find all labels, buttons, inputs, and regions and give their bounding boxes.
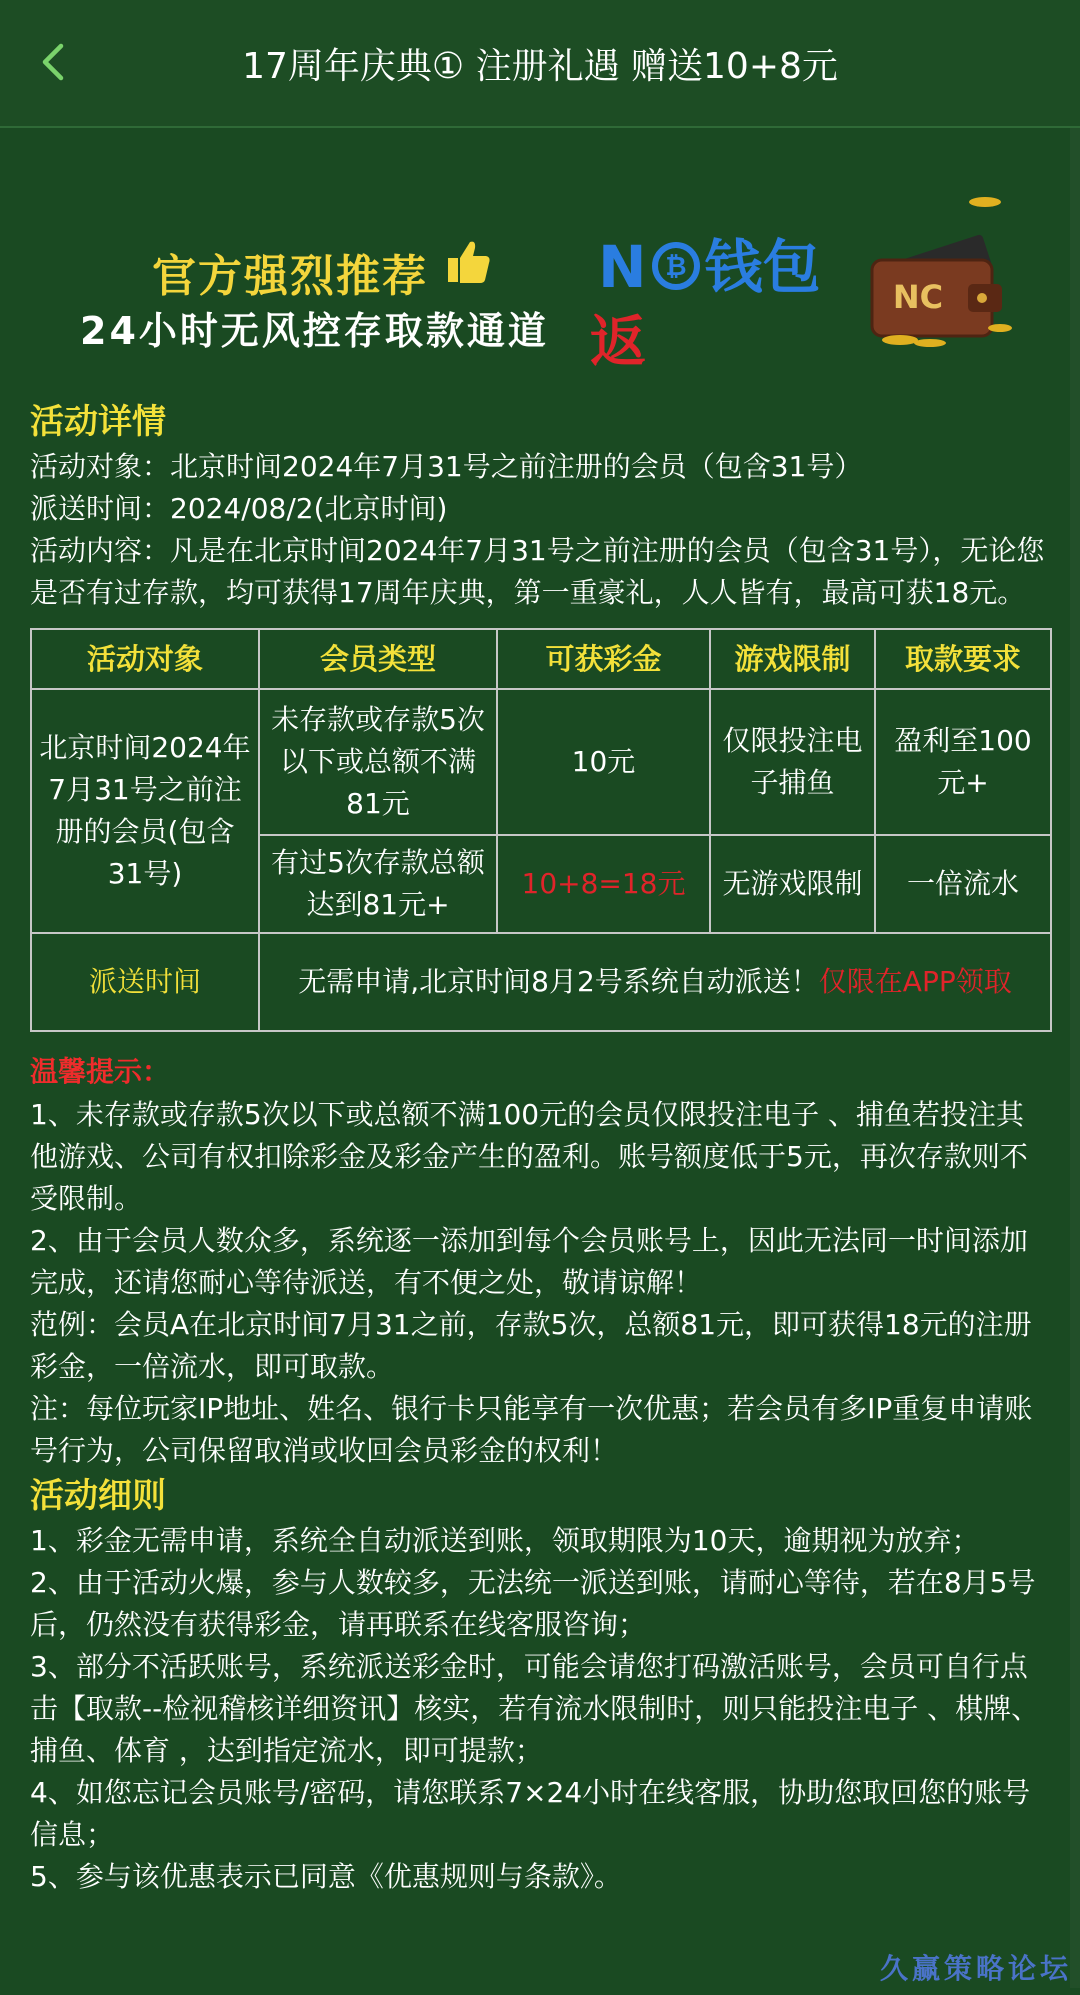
- banner-slogan: 官方强烈推荐: [152, 251, 428, 302]
- thumbs-up-icon: [446, 238, 492, 290]
- table-cell: 有过5次存款总额达到81元+: [259, 835, 497, 933]
- chevron-left-icon: [39, 42, 69, 86]
- rule-item: 4、如您忘记会员账号/密码，请您联系7×24小时在线客服，协助您取回您的账号信息；: [30, 1776, 1031, 1851]
- bitcoin-icon: [651, 237, 701, 305]
- brand-letter: N: [598, 233, 647, 301]
- rule-item: 5、参与该优惠表示已同意《优惠规则与条款》。: [30, 1860, 622, 1893]
- table-row: [31, 689, 1051, 835]
- svg-text:₿: ₿: [664, 251, 687, 282]
- details-content: 活动内容：凡是在北京时间2024年7月31号之前注册的会员（包含31号），无论您是否有过存款，均可获得17周年庆典，第一重豪礼，人人皆有，最高可获18元。: [30, 534, 1045, 609]
- table-header-row: [31, 629, 1051, 689]
- return-label: 返: [590, 310, 646, 375]
- svg-text:NC: NC: [892, 278, 944, 316]
- table-cell: 盈利至100元+: [875, 689, 1051, 835]
- dispatch-note: 仅限在APP领取: [818, 965, 1012, 998]
- details-target: 活动对象：北京时间2024年7月31号之前注册的会员（包含31号）: [30, 450, 863, 483]
- back-button[interactable]: [26, 34, 82, 94]
- page-title: 17周年庆典① 注册礼遇 赠送10+8元: [242, 45, 838, 87]
- brand-logo: [598, 220, 821, 305]
- rules-heading: 活动细则: [30, 1476, 166, 1516]
- table-header: 会员类型: [259, 629, 497, 689]
- table-cell: 10+8=18元: [497, 835, 710, 933]
- dispatch-text: 无需申请,北京时间8月2号系统自动派送！: [298, 965, 819, 998]
- brand-name: 钱包: [704, 233, 821, 301]
- rule-item: 2、由于活动火爆，参与人数较多，无法统一派送到账，请耐心等待，若在8月5号后，仍然没有获得彩金，请再联系在线客服咨询；: [30, 1566, 1036, 1641]
- rule-item: 1、彩金无需申请，系统全自动派送到账，领取期限为10天，逾期视为放弃；: [30, 1524, 980, 1557]
- table-cell: 一倍流水: [875, 835, 1051, 933]
- rule-item: 3、部分不活跃账号，系统派送彩金时，可能会请您打码激活账号，会员可自行点击【取款--检视稽核详细资讯】核实，若有流水限制时，则只能投注电子 、棋牌、捕鱼、体育 ，达到指定流水，即可提款；: [30, 1650, 1040, 1767]
- app-header: [0, 0, 1080, 128]
- details-time: 派送时间：2024/08/2(北京时间): [30, 492, 448, 525]
- tip-item: 注：每位玩家IP地址、姓名、银行卡只能享有一次优惠；若会员有多IP重复申请账号行为，公司保留取消或收回会员彩金的权利！: [30, 1392, 1033, 1467]
- table-cell: 10元: [497, 689, 710, 835]
- bonus-table: [30, 628, 1052, 1032]
- article-content: [30, 398, 1050, 1898]
- table-header: 游戏限制: [710, 629, 875, 689]
- promo-banner: [0, 160, 1080, 390]
- table-header: 活动对象: [31, 629, 259, 689]
- wallet-icon: [860, 190, 1020, 354]
- table-row: [31, 933, 1051, 1031]
- tips-heading: 温馨提示：: [30, 1055, 171, 1088]
- scrollbar[interactable]: [1070, 128, 1080, 1988]
- table-cell-dispatch: [259, 933, 1051, 1031]
- table-cell: 未存款或存款5次以下或总额不满81元: [259, 689, 497, 835]
- tip-item: 2、由于会员人数众多，系统逐一添加到每个会员账号上，因此无法同一时间添加完成，还请您耐心等待派送，有不便之处，敬请谅解！: [30, 1224, 1028, 1299]
- table-header: 取款要求: [875, 629, 1051, 689]
- table-cell: 无游戏限制: [710, 835, 875, 933]
- tip-item: 1、未存款或存款5次以下或总额不满100元的会员仅限投注电子 、捕鱼若投注其他游戏、公司有权扣除彩金及彩金产生的盈利。账号额度低于5元，再次存款则不受限制。: [30, 1098, 1028, 1215]
- table-header: 可获彩金: [497, 629, 710, 689]
- details-heading: 活动详情: [30, 402, 166, 442]
- banner-subtitle: 24小时无风控存取款通道: [80, 309, 549, 353]
- watermark: 久赢策略论坛: [879, 1952, 1072, 1985]
- tip-item: 范例：会员A在北京时间7月31之前，存款5次，总额81元，即可获得18元的注册彩金，一倍流水，即可取款。: [30, 1308, 1032, 1383]
- table-cell-target: 北京时间2024年7月31号之前注册的会员(包含31号): [31, 689, 259, 933]
- table-cell: 仅限投注电子捕鱼: [710, 689, 875, 835]
- table-cell: 派送时间: [31, 933, 259, 1031]
